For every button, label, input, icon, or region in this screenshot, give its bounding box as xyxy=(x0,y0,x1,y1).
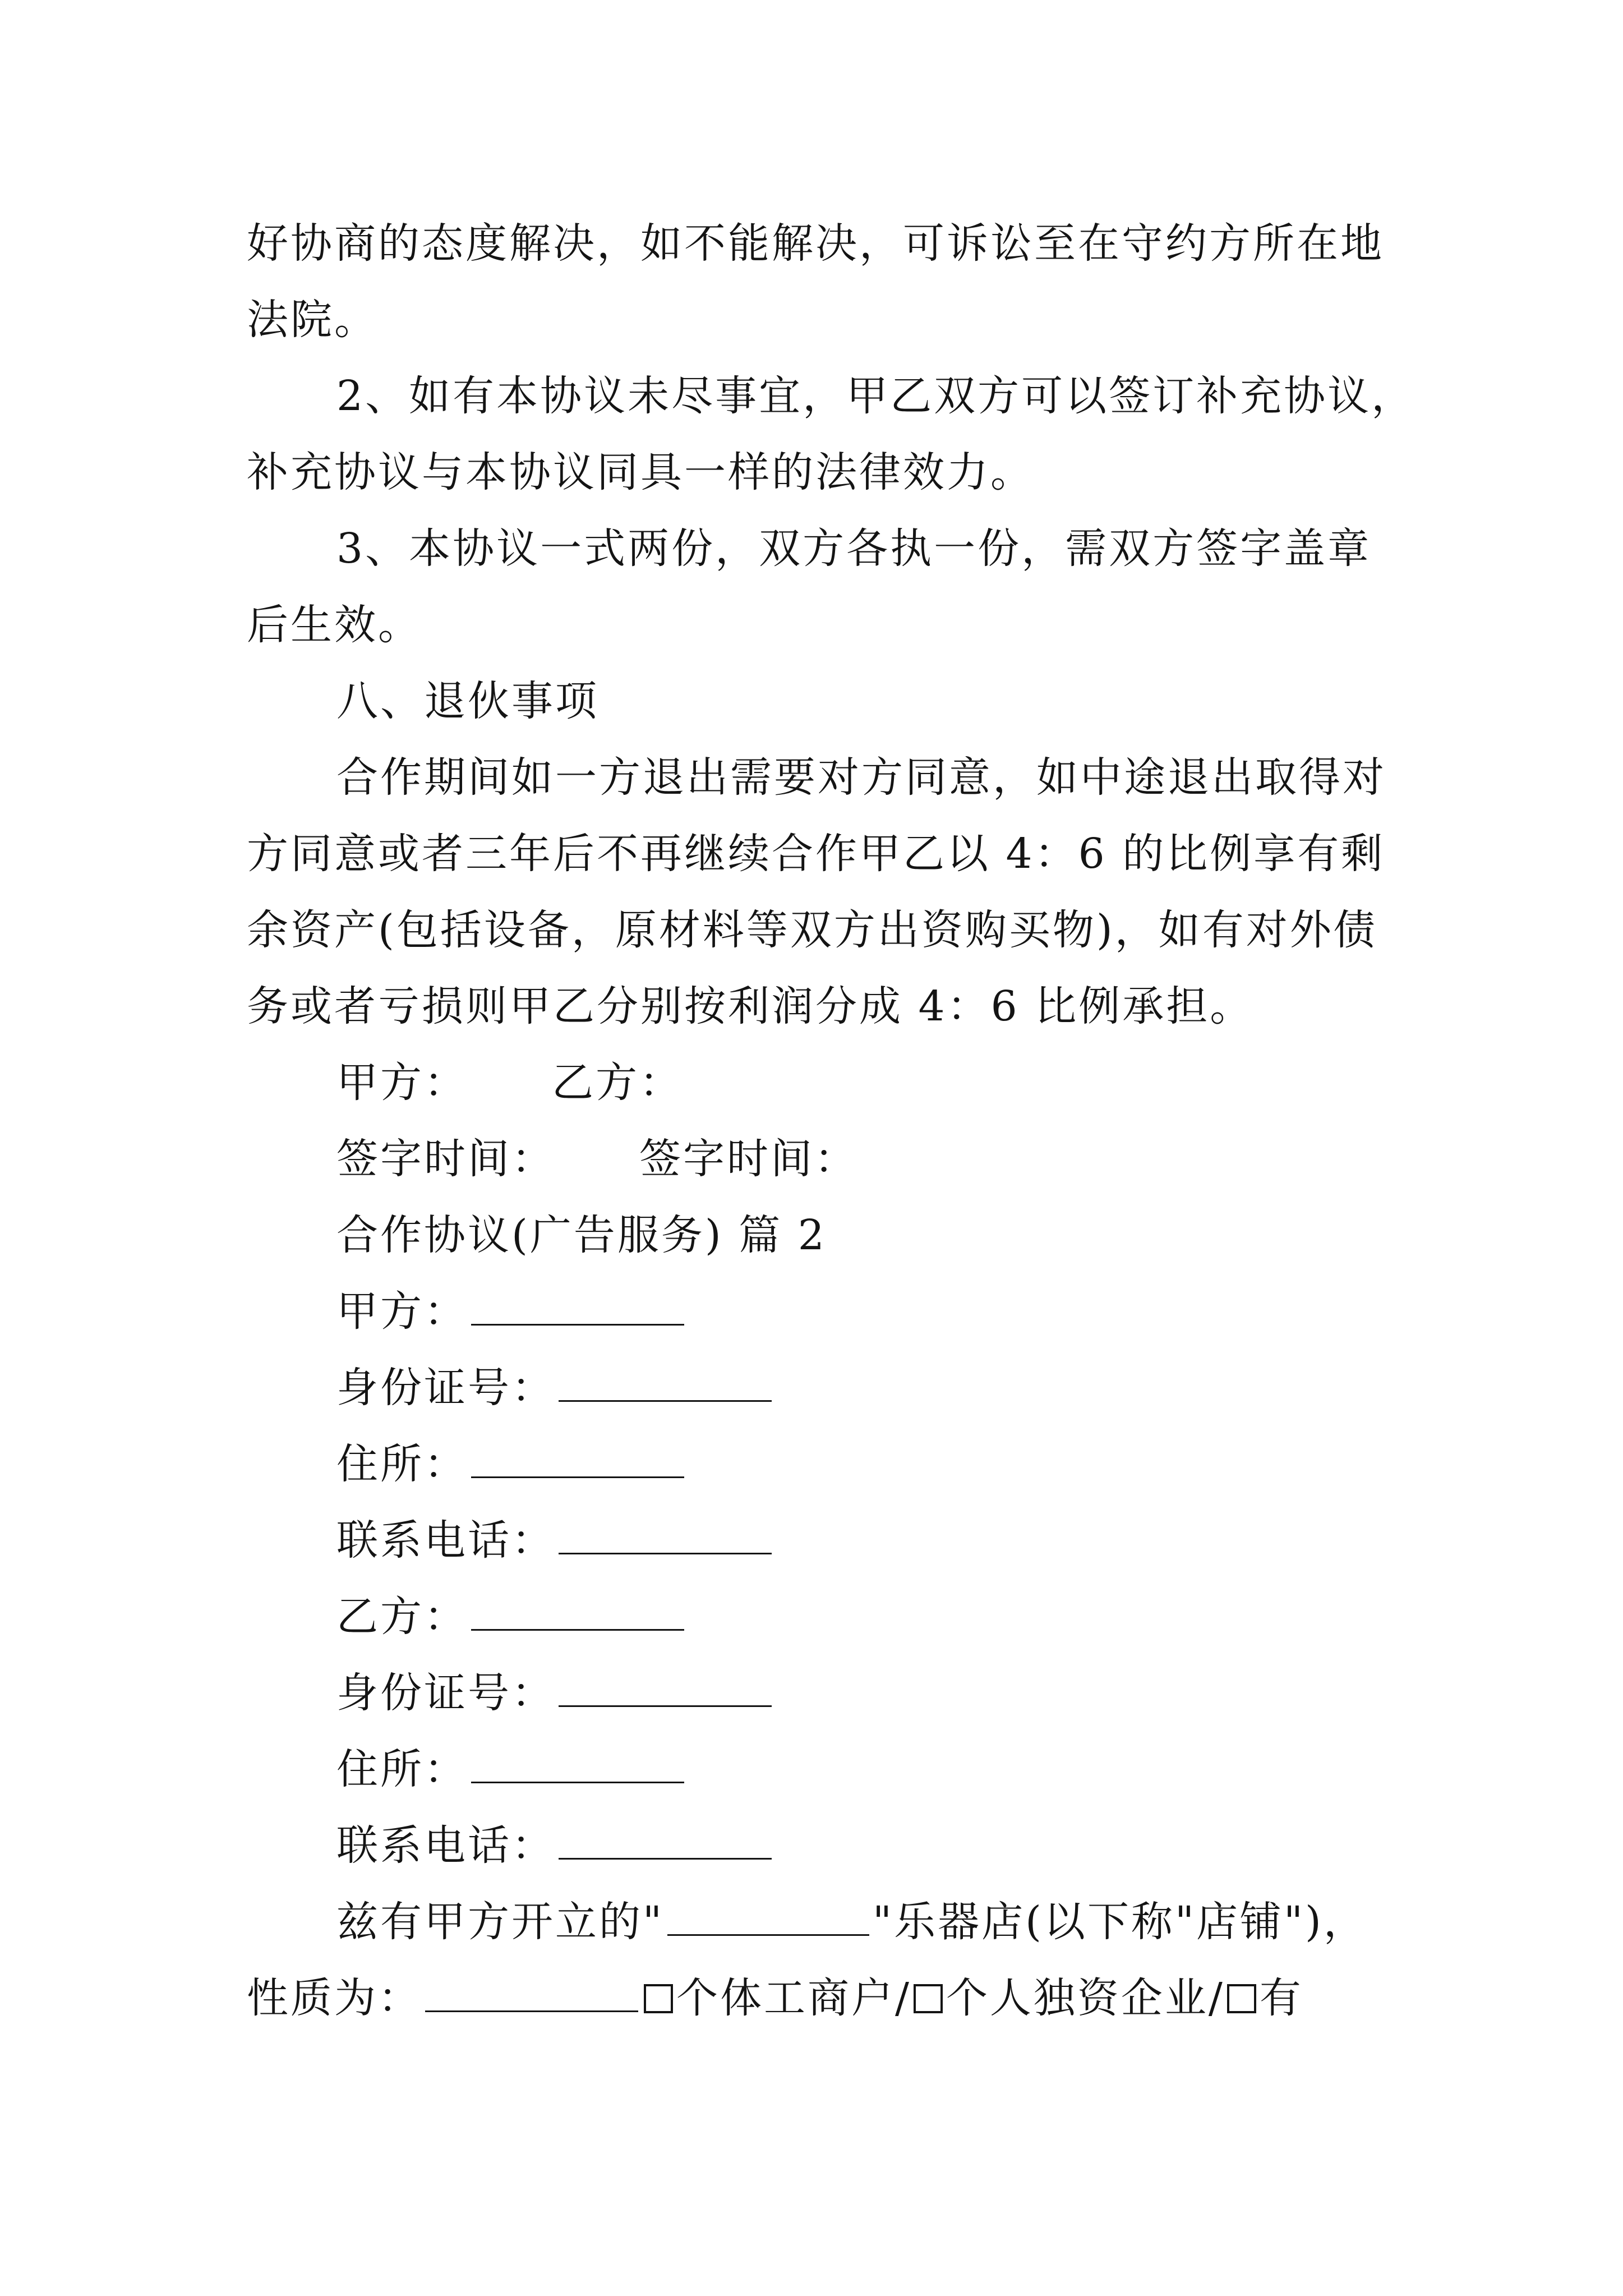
fill-blank xyxy=(559,1824,772,1860)
field-party-a-id xyxy=(0,1350,1623,1426)
paragraph-line xyxy=(0,816,1623,892)
paragraph-line xyxy=(0,282,1623,358)
signature-party-line xyxy=(0,1045,1623,1121)
paragraph-line xyxy=(0,587,1623,663)
fill-blank xyxy=(667,1901,869,1936)
text: 后生效。 xyxy=(247,601,422,649)
text: 3、本协议一式两份，双方各执一份，需双方签字盖章 xyxy=(336,524,1372,573)
time-a-label: 签字时间： xyxy=(336,1135,555,1183)
fill-blank xyxy=(559,1672,772,1707)
field-party-b-id xyxy=(0,1655,1623,1731)
text: 法院。 xyxy=(247,296,378,344)
text: 余资产(包括设备，原材料等双方出资购买物)，如有对外债 xyxy=(247,906,1377,954)
paragraph-line xyxy=(0,358,1623,434)
text: 八、退伙事项 xyxy=(336,677,599,725)
option-label: 个人独资企业/ xyxy=(946,1974,1225,2022)
text: 合作协议(广告服务) 篇 2 xyxy=(336,1211,827,1259)
text: 好协商的态度解决，如不能解决，可诉讼至在守约方所在地 xyxy=(247,219,1384,268)
text: "乐器店(以下称"店铺")， xyxy=(873,1898,1367,1946)
text: 合作期间如一方退出需要对方同意，如中途退出取得对 xyxy=(336,753,1386,802)
label: 联系电话： xyxy=(336,1821,555,1870)
field-party-b-address xyxy=(0,1731,1623,1807)
section-title xyxy=(0,1197,1623,1273)
field-party-a xyxy=(0,1273,1623,1350)
label: 乙方： xyxy=(336,1593,468,1641)
text: 2、如有本协议未尽事宜，甲乙双方可以签订补充协议， xyxy=(336,372,1415,420)
paragraph-line xyxy=(0,739,1623,816)
paragraph-line xyxy=(0,892,1623,968)
field-party-a-phone xyxy=(0,1502,1623,1579)
field-party-b xyxy=(0,1579,1623,1655)
checkbox-icon xyxy=(914,1984,943,2013)
field-party-a-address xyxy=(0,1426,1623,1502)
label: 身份证号： xyxy=(336,1364,555,1412)
label: 住所： xyxy=(336,1440,468,1488)
time-b-label: 签字时间： xyxy=(639,1135,858,1183)
paragraph-line xyxy=(0,968,1623,1045)
checkbox-icon xyxy=(644,1984,673,2013)
paragraph-line xyxy=(0,510,1623,587)
label: 甲方： xyxy=(336,1287,468,1336)
fill-blank xyxy=(471,1595,684,1631)
paragraph-line xyxy=(0,1884,1623,1960)
option-label: 有 xyxy=(1259,1974,1303,2022)
fill-blank xyxy=(559,1519,772,1554)
field-party-b-phone xyxy=(0,1807,1623,1884)
party-b-label: 乙方： xyxy=(552,1059,683,1107)
section-heading xyxy=(0,663,1623,739)
text: 务或者亏损则甲乙分别按利润分成 4：6 比例承担。 xyxy=(247,982,1254,1030)
label: 联系电话： xyxy=(336,1516,555,1565)
fill-blank xyxy=(471,1748,684,1783)
text: 兹有甲方开立的" xyxy=(336,1898,665,1946)
party-a-label: 甲方： xyxy=(336,1059,468,1107)
signature-time-line xyxy=(0,1121,1623,1197)
text: 方同意或者三年后不再继续合作甲乙以 4：6 的比例享有剩 xyxy=(247,830,1385,878)
text: 性质为： xyxy=(247,1974,422,2022)
label: 身份证号： xyxy=(336,1669,555,1717)
fill-blank xyxy=(425,1977,638,2012)
fill-blank xyxy=(471,1290,684,1326)
label: 住所： xyxy=(336,1745,468,1793)
text: 补充协议与本协议同具一样的法律效力。 xyxy=(247,448,1034,496)
option-label: 个体工商户/ xyxy=(676,1974,911,2022)
fill-blank xyxy=(471,1443,684,1478)
paragraph-line xyxy=(0,205,1623,282)
paragraph-line xyxy=(0,1960,1623,2036)
checkbox-icon xyxy=(1227,1984,1256,2013)
fill-blank xyxy=(559,1366,772,1402)
paragraph-line xyxy=(0,434,1623,510)
